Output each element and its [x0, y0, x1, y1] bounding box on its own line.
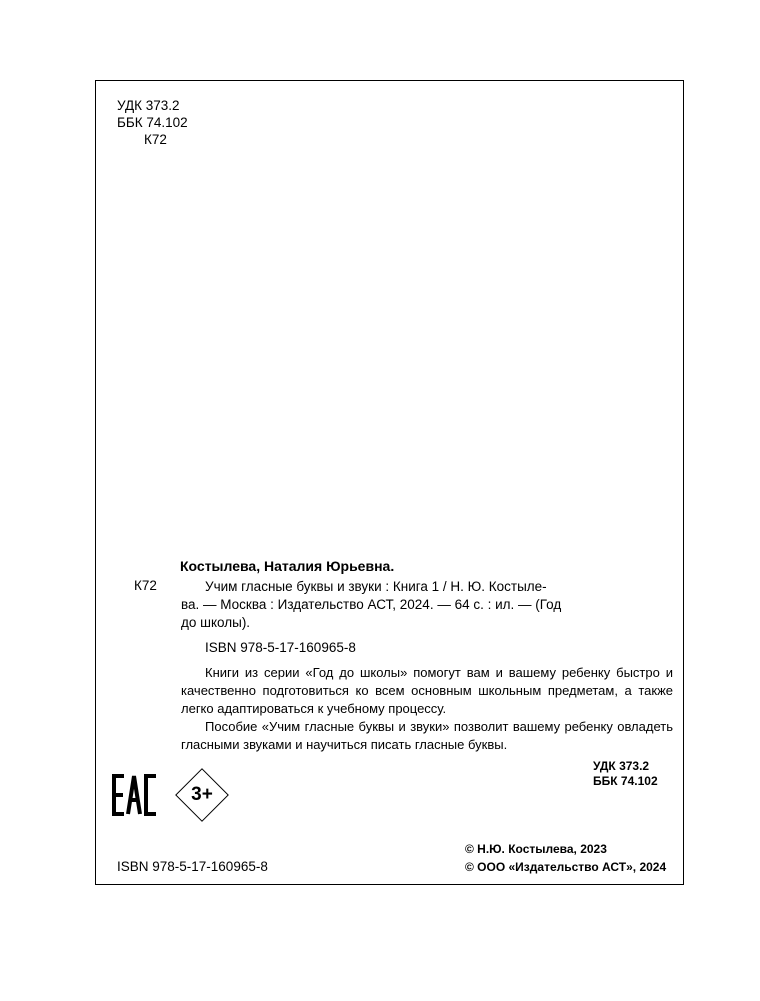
copyright-publisher: © ООО «Издательство АСТ», 2024: [465, 860, 667, 874]
header-udk: УДК 373.2: [117, 98, 180, 113]
annotation-paragraph-1: Книги из серии «Год до школы» помогут вам и вашему ребенку быстро и качественно подготовиться ко всем основным школьным предметам, а также легко адаптироваться к учебному процессу.: [181, 665, 673, 716]
header-code: К72: [144, 132, 167, 147]
footer-isbn: ISBN 978-5-17-160965-8: [117, 859, 268, 874]
entry-code: К72: [134, 578, 157, 593]
age-rating: 3+: [191, 784, 213, 805]
classification-bbk: ББК 74.102: [593, 774, 658, 788]
header-bbk: ББК 74.102: [117, 115, 188, 130]
annotation-paragraph-2: Пособие «Учим гласные буквы и звуки» позволит вашему ребенку овладеть гласными звуками и научиться писать гласные буквы.: [181, 719, 673, 752]
entry-title-line-2: ва. — Москва : Издательство АСТ, 2024. — 64 с. : ил. — (Год: [181, 597, 562, 612]
entry-title-line-1: Учим гласные буквы и звуки : Книга 1 / Н. Ю. Костыле-: [205, 579, 547, 594]
entry-isbn: ISBN 978-5-17-160965-8: [205, 640, 356, 655]
entry-title-line-3: до школы).: [181, 615, 251, 630]
entry-author: Костылева, Наталия Юрьевна.: [180, 558, 395, 574]
eac-logo-icon: [112, 774, 160, 816]
copyright-author: © Н.Ю. Костылева, 2023: [465, 842, 607, 856]
classification-udk: УДК 373.2: [593, 759, 650, 773]
